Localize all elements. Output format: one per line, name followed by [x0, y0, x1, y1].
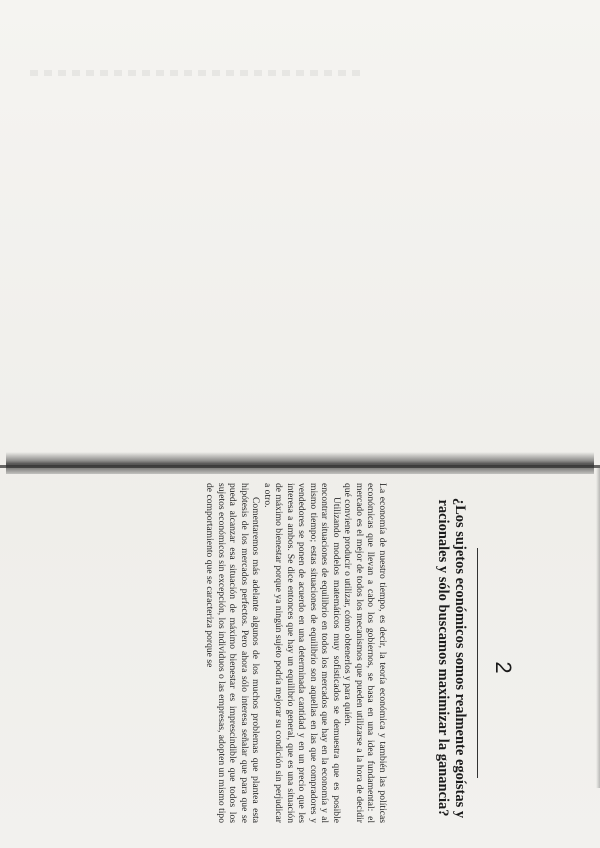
bleed-through-mark: [30, 70, 360, 76]
paragraph: Utilizando modelos matemáticos muy sofisticados se demuestra que es posible encontrar situaciones de equilibrio en todos los mercados que hay en la economía y al mismo tiempo; estas situaciones de equilibrio son aquellas en las que compradores y vendedores se ponen de acuerdo en una determinada cantidad y en un precio que les interesa a ambos. Se dice entonces que hay un equilibrio general, que es una situación de máximo bienestar porque ya ningún sujeto podría mejorar su condición sin perjudicar a otro.: [262, 483, 342, 823]
chapter-title: ¿Los sujetos económicos somos realmente egoístas y racionales y sólo buscamos maximizar la ganancia?: [435, 497, 468, 819]
page-fold-shadow: [6, 452, 594, 474]
page-edge-shadow: [596, 468, 600, 788]
paragraph: La economía de nuestro tiempo, es decir, la teoría económica y también las políticas económicas que llevan a cabo los gobiernos, se basa en una idea fundamental: el mercado es el mejor de todos los mecanismos que pueden utilizarse a la hora de decidir qué conviene producir o utilizar, cómo obtenerlos y para quién.: [342, 483, 388, 823]
rotated-text-block: [46, 478, 516, 828]
page-fold-line: [0, 465, 600, 468]
chapter-rule: [477, 548, 478, 778]
chapter-number: 2: [491, 661, 516, 675]
paragraph: Comentaremos más adelante algunos de los muchos problemas que plantea esta hipótesis de los mercados perfectos. Pero ahora sólo interesa señalar que para que se pueda alcanzar esa situación de máximo bienestar es imprescindible que todos los sujetos económicos sin excepción, los individuos o las empresas, adopten un mismo tipo de comportamiento que se caracteriza porque se: [204, 483, 262, 823]
page-content: [46, 478, 516, 828]
body-text: [204, 483, 388, 823]
